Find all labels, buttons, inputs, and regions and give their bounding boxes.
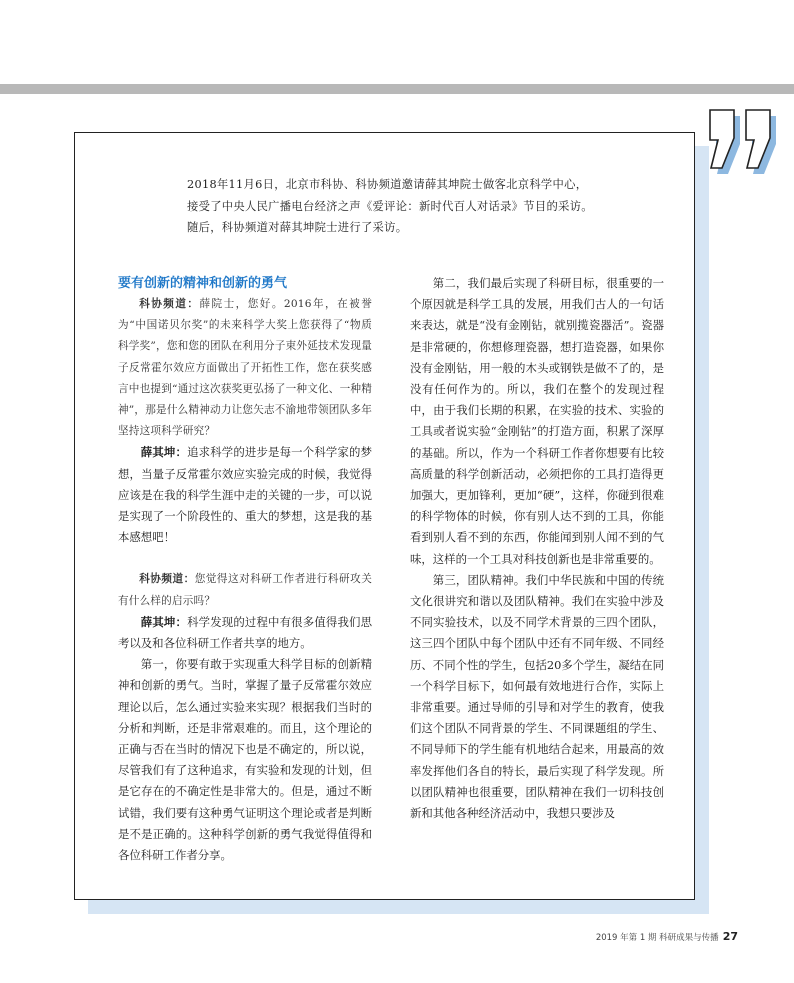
quotation-mark-icon [700,108,786,178]
answer-text: 追求科学的进步是每一个科学家的梦想，当量子反常霍尔效应实验完成的时候，我觉得应该是在我的科学生涯中走的关键的一步，可以说是实现了一个阶段性的、重大的梦想，这是我的基本感想吧！ [118,445,372,545]
answer-paragraph [118,612,372,654]
right-column [410,273,664,824]
intro-line: 接受了中央人民广播电台经济之声《爱评论：新时代百人对话录》节目的采访。 [187,199,593,213]
question-paragraph [118,294,372,442]
intro-block [123,174,643,239]
speaker-label: 科协频道： [139,298,200,310]
body-paragraph: 第一，你要有敢于实现重大科学目标的创新精神和创新的勇气。当时，掌握了量子反常霍尔效应理论以后，怎么通过实验来实现？根据我们当时的分析和判断，还是非常艰难的。而且，这个理论的正确与否在当时的情况下也是不确定的，所以说，尽管我们有了这种追求，有实验和发现的计划，但是它存在的不确定性是非常大的。但是，通过不断试错，我们要有这种勇气证明这个理论或者是判断是不是正确的。这种科学创新的勇气我觉得值得和各位科研工作者分享。 [118,657,372,863]
top-gray-bar [0,84,794,94]
intro-line: 随后，科协频道对薛其坤院士进行了采访。 [187,221,408,234]
answer-text: 科学发现的过程中有很多值得我们思考以及和各位科研工作者共享的地方。 [118,614,372,651]
question-paragraph [118,569,372,611]
speaker-label: 科协频道： [139,573,195,586]
spacer [118,548,372,569]
speaker-label: 薛其坤： [140,614,188,629]
body-paragraph: 第二，我们最后实现了科研目标，很重要的一个原因就是科学工具的发展，用我们古人的一句话来表达，就是“没有金刚钻，就别揽瓷器活”。瓷器是非常硬的，你想修理瓷器，想打造瓷器，如果你没有金刚钻，用一般的木头或钢铁是做不了的，是没有任何作为的。所以，我们在整个的发现过程中，由于我们长期的积累，在实验的技术、实验的工具或者说实验“金刚钻”的打造方面，积累了深厚的基础。所以，作为一个科研工作者你想要有比较高质量的科学创新活动，必须把你的工具打造得更加强大，更加锋利，更加“硬”，这样，你碰到很难的科学物体的时候，你有别人达不到的工具，你能看到别人看不到的东西，你能闻到别人闻不到的气味，这样的一个工具对科技创新也是非常重要的。 [410,276,664,566]
footer-issue-text: 2019 年第 1 期 科研成果与传播 [595,933,719,943]
answer-paragraph [118,442,372,548]
body-paragraph: 第三，团队精神。我们中华民族和中国的传统文化很讲究和谐以及团队精神。我们在实验中涉及不同实验技术，以及不同学术背景的三四个团队，这三四个团队中每个团队中还有不同年级、不同经历、不同个性的学生，包括20多个学生，凝结在同一个科学目标下，如何最有效地进行合作，实际上非常重要。通过导师的引导和对学生的教育，使我们这个团队不同背景的学生、不同课题组的学生、不同导师下的学生能有机地结合起来，用最高的效率发挥他们各自的特长，最后实现了科学发现。所以团队精神也很重要，团队精神在我们一切科技创新和其他各种经济活动中，我想只要涉及 [410,572,664,821]
intro-line: 2018年11月6日，北京市科协、科协频道邀请薛其坤院士做客北京科学中心， [187,178,588,191]
section-heading: 要有创新的精神和创新的勇气 [118,276,288,291]
left-column [118,273,372,866]
page-number: 27 [722,930,738,943]
speaker-label: 薛其坤： [140,445,188,460]
question-text: 薛院士，您好。2016年，在被誉为“中国诺贝尔奖”的未来科学大奖上您获得了“物质科学奖”，您和您的团队在利用分子束外延技术发现量子反常霍尔效应方面做出了开拓性工作，您在获奖感言中也提到“通过这次获奖更弘扬了一种文化、一种精神”，那是什么精神动力让您矢志不渝地带领团队多年坚持这项科学研究？ [118,298,372,438]
page-footer [596,930,738,943]
question-text: 您觉得这对科研工作者进行科研攻关有什么样的启示吗？ [118,573,373,607]
